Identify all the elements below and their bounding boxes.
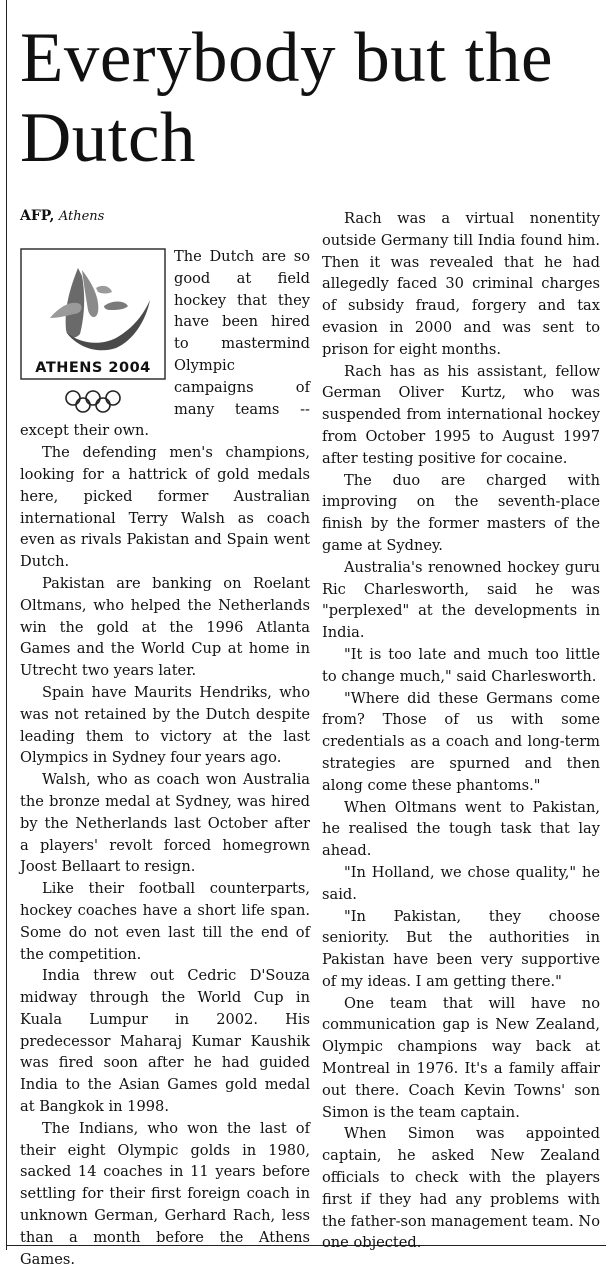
left-paragraph: The Indians, who won the last of their eight Olympic golds in 1980, sacked 14 coaches in 11 years before settling for their first foreign coach in unknown German, Gerhard Rach, less than a month before the Athens Games. [20, 1119, 310, 1268]
logo-caption: ATHENS 2004 [35, 360, 151, 376]
right-paragraph: Rach was a virtual nonentity outside Germany till India found him. Then it was revealed that he had allegedly faced 30 criminal charges of subsidy fraud, forgery and tax evasion in 2000 and was sent to prison for eight months. [322, 210, 600, 358]
left-paragraph: Pakistan are banking on Roelant Oltmans, who helped the Netherlands win the gold at the 1996 Atlanta Games and the World Cup at home in Utrecht two years later. [20, 574, 310, 680]
left-paragraph: Spain have Maurits Hendriks, who was not retained by the Dutch despite leading them to victory at the last Olympics in Sydney four years ago. [20, 683, 310, 767]
left-paragraph: Like their football counterparts, hockey coaches have a short life span. Some do not even last till the end of the competition. [20, 880, 310, 963]
left-paragraph: The Dutch are so good at field hockey that they have been hired to mastermind Olympic campaigns of many teams -- except their own. [20, 248, 310, 440]
byline-place: Athens [58, 209, 105, 224]
left-paragraph: The defending men's champions, looking for a hattrick of gold medals here, picked former Australian international Terry Walsh as coach even as rivals Pakistan and Spain went Dutch. [20, 444, 310, 571]
right-paragraph: One team that will have no communication gap is New Zealand, Olympic champions way back at Montreal in 1976. It's a family affair out there. Coach Kevin Towns' son Simon is the team captain. [322, 994, 600, 1121]
right-paragraph: When Simon was appointed captain, he asked New Zealand officials to check with the players first if they had any problems with the father-son management team. No one objected. [322, 1125, 600, 1252]
byline-agency: AFP, [20, 208, 55, 224]
athens-2004-logo [20, 248, 166, 416]
right-paragraph: When Oltmans went to Pakistan, he realised the tough task that lay ahead. [322, 798, 600, 860]
right-paragraph: "In Holland, we chose quality," he said. [322, 863, 600, 903]
right-paragraph: "It is too late and much too little to change much," said Charlesworth. [322, 645, 600, 685]
right-paragraph: "Where did these Germans come from? Those of us with some credentials as a coach and long-term strategies are spurned and then along come these phantoms." [322, 689, 600, 794]
left-paragraph: India threw out Cedric D'Souza midway through the World Cup in Kuala Lumpur in 2002. His predecessor Maharaj Kumar Kaushik was fired soon after he had guided India to the Asian Games gold medal at Bangkok in 1998. [20, 967, 310, 1116]
headline: Everybody but the Dutch [20, 19, 553, 177]
right-paragraph: "In Pakistan, they choose seniority. But the authorities in Pakistan have been very supportive of my ideas. I am getting there." [322, 907, 600, 990]
right-paragraph: Rach has as his assistant, fellow German Oliver Kurtz, who was suspended from international hockey from October 1995 to August 1997 after testing positive for cocaine. [322, 362, 600, 467]
athens-2004-emblem-icon [20, 248, 166, 416]
right-paragraph: The duo are charged with improving on the seventh-place finish by the former masters of the game at Sydney. [322, 471, 600, 554]
left-paragraph: Walsh, who as coach won Australia the bronze medal at Sydney, was hired by the Netherlands last October after a players' revolt forced homegrown Joost Bellaart to resign. [20, 771, 310, 876]
right-paragraph: Australia's renowned hockey guru Ric Charlesworth, said he was "perplexed" at the developments in India. [322, 558, 600, 642]
byline [20, 206, 104, 227]
article-right-column [322, 208, 600, 1254]
article-left-column [20, 246, 310, 1270]
page-border-left [6, 0, 7, 1250]
